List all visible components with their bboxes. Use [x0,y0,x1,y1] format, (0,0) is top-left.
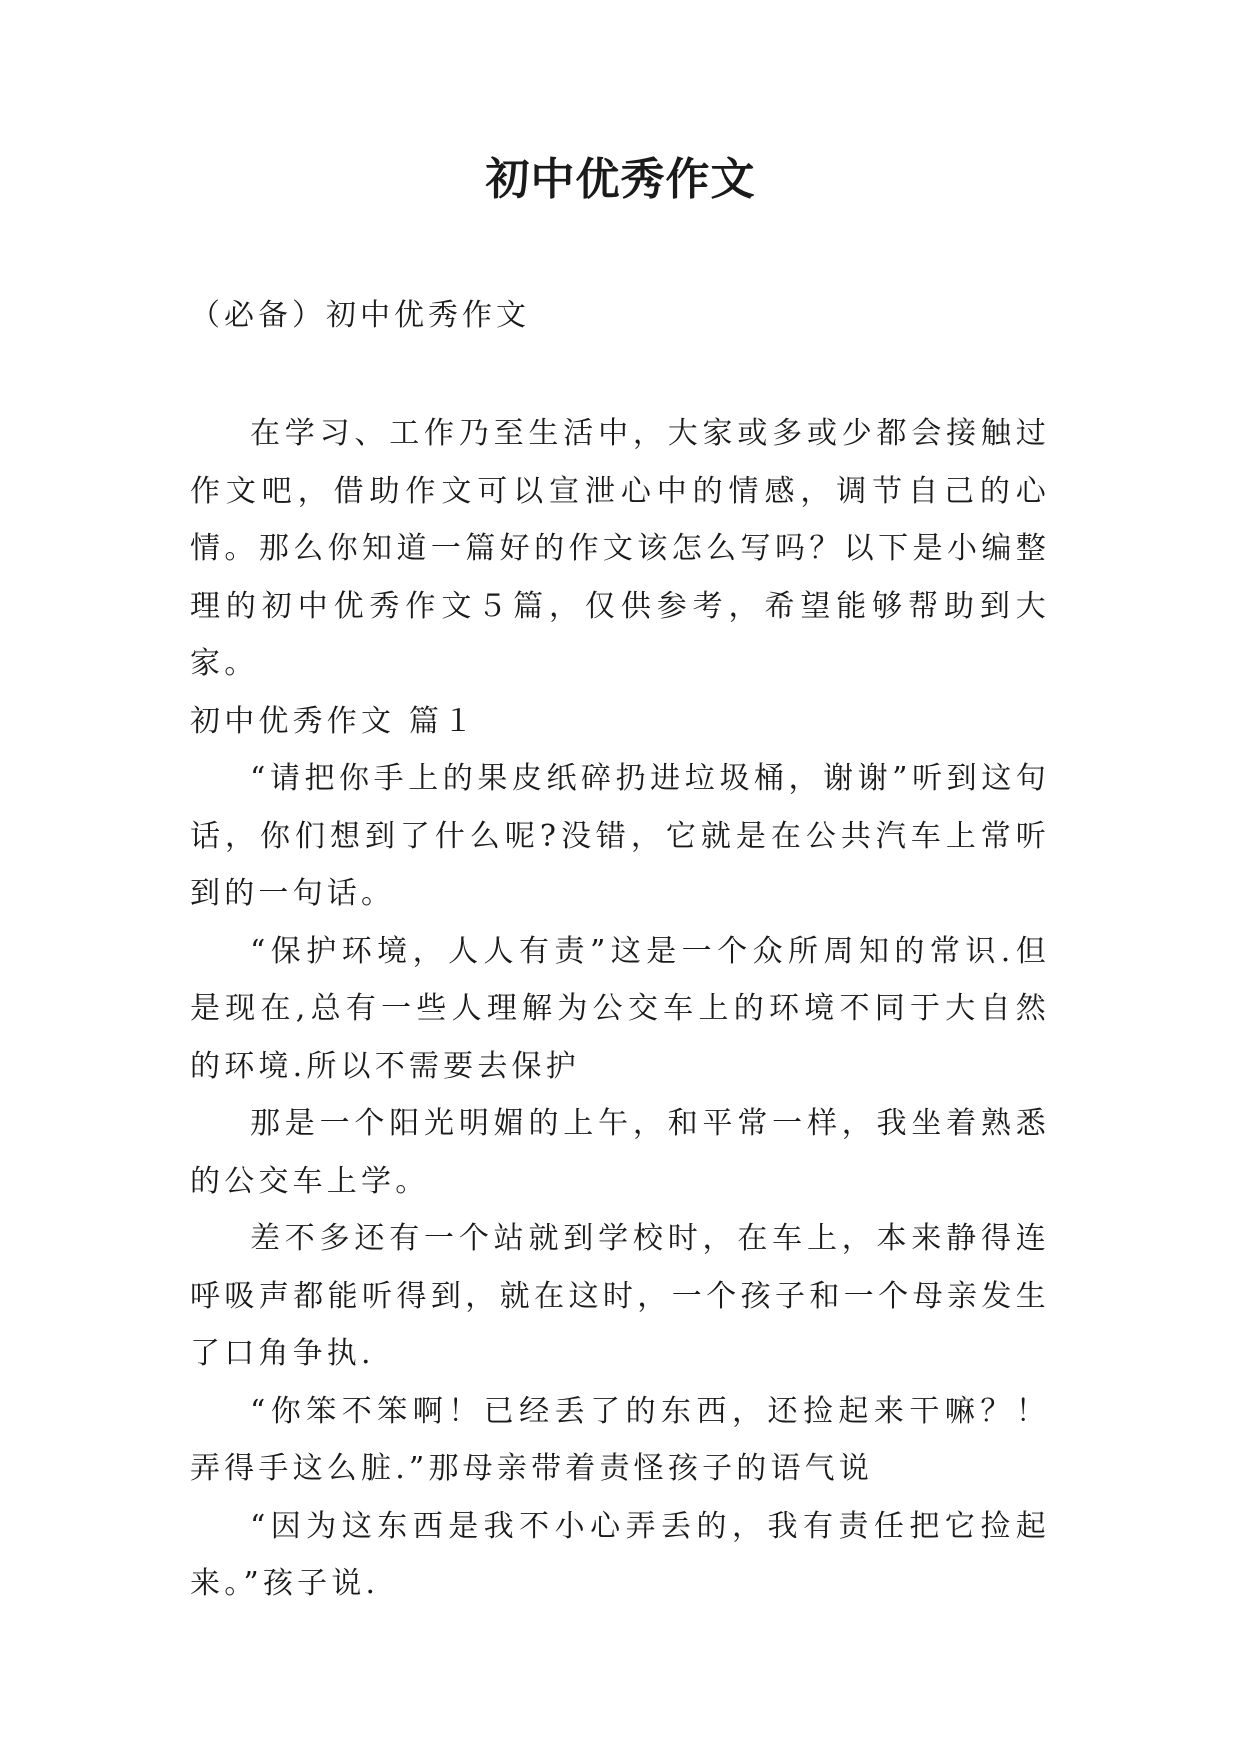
paragraph: “保护环境，人人有责”这是一个众所周知的常识.但是现在,总有一些人理解为公交车上的环境不同于大自然的环境.所以不需要去保护 [190,933,1050,1084]
paragraph: “请把你手上的果皮纸碎扔进垃圾桶，谢谢”听到这句话，你们想到了什么呢?没错，它就是在公共汽车上常听到的一句话。 [190,761,1050,911]
paragraph-intro: 在学习、工作乃至生活中，大家或多或少都会接触过作文吧，借助作文可以宣泄心中的情感，调节自己的心情。那么你知道一篇好的作文该怎么写吗？以下是小编整理的初中优秀作文５篇，仅供参考，希望能够帮助到大家。 [190,416,1050,681]
paragraph: 差不多还有一个站就到学校时，在车上，本来静得连呼吸声都能听得到，就在这时，一个孩子和一个母亲发生了口角争执. [190,1221,1050,1371]
section-heading: 初中优秀作文 篇１ [190,703,478,739]
paragraph: “因为这东西是我不小心弄丢的，我有责任把它捡起来。”孩子说. [190,1508,1050,1601]
document-subtitle: （必备）初中优秀作文 [190,298,530,333]
document-body [190,405,1050,1613]
paragraph: “你笨不笨啊！已经丢了的东西，还捡起来干嘛？！弄得手这么脏.”那母亲带着责怪孩子的语气说 [190,1393,1050,1486]
page-title: 初中优秀作文 [485,154,756,205]
paragraph: 那是一个阳光明媚的上午，和平常一样，我坐着熟悉的公交车上学。 [190,1106,1050,1199]
